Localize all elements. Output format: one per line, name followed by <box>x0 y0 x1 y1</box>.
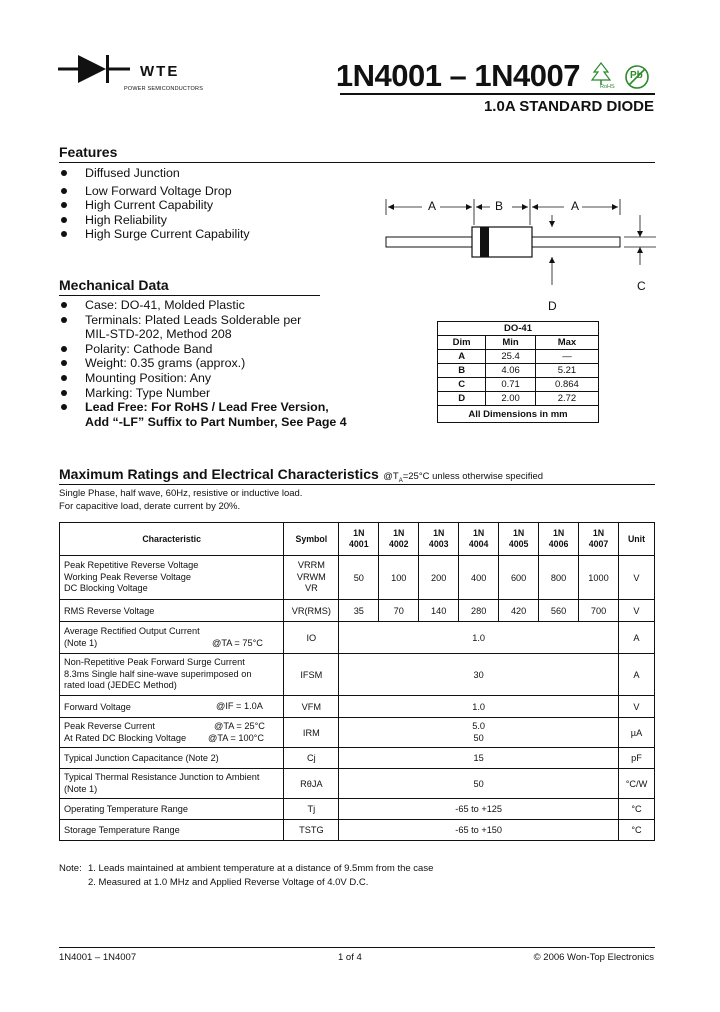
char-cell <box>60 622 284 654</box>
table-row <box>60 696 655 718</box>
mechanical-list <box>59 298 379 429</box>
table-row <box>60 769 655 799</box>
table-cell: 2.00 <box>486 392 536 406</box>
condition: @TA = 75°C <box>212 637 263 648</box>
list-item: Marking: Type Number <box>59 386 379 401</box>
table-header: Max <box>535 336 598 350</box>
features-rule <box>59 162 655 163</box>
part-prefix: 1N <box>552 527 565 538</box>
value-cell: 280 <box>459 600 499 622</box>
value-cell: 1.0 <box>339 696 619 718</box>
cond-prefix: @T <box>383 471 399 482</box>
table-header-row <box>60 523 655 556</box>
company-logo <box>58 50 218 100</box>
unit-cell: V <box>619 556 655 600</box>
part-prefix: 1N <box>353 527 365 538</box>
dim-label-b: B <box>495 199 504 213</box>
pb-label: Pb <box>630 70 643 81</box>
unit-cell: V <box>619 696 655 718</box>
table-cell: B <box>438 364 486 378</box>
value-cell: 100 <box>379 556 419 600</box>
dim-label-a: A <box>428 199 437 213</box>
table-cell: 5.21 <box>535 364 598 378</box>
table-cell: — <box>535 350 598 364</box>
char-line: DC Blocking Voltage <box>64 583 148 594</box>
table-row <box>60 718 655 748</box>
col-part <box>419 523 459 556</box>
char-line: Working Peak Reverse Voltage <box>64 571 191 582</box>
ratings-condition <box>383 471 543 482</box>
part-number: 4004 <box>468 539 489 549</box>
table-cell: 25.4 <box>486 350 536 364</box>
logo-text: WTE <box>140 63 180 80</box>
table-cell: 0.71 <box>486 378 536 392</box>
part-number: 4007 <box>588 539 609 549</box>
ratings-heading-line <box>59 466 543 484</box>
char-line-wrap <box>64 733 279 745</box>
part-number: 4006 <box>548 539 569 549</box>
symbol-cell: RθJA <box>284 769 339 799</box>
value-cell: 140 <box>419 600 459 622</box>
list-item: Terminals: Plated Leads Solderable per <box>59 313 379 328</box>
dimension-table <box>437 321 599 423</box>
list-item: High Current Capability <box>59 198 359 213</box>
char-line: Non-Repetitive Peak Forward Surge Current <box>64 657 245 668</box>
table-row <box>60 654 655 696</box>
table-row <box>60 748 655 769</box>
symbol-cell: Tj <box>284 799 339 820</box>
char-line: Forward Voltage <box>64 701 131 712</box>
char-cell: Typical Junction Capacitance (Note 2) <box>60 748 284 769</box>
unit-cell: °C/W <box>619 769 655 799</box>
part-number: 4003 <box>428 539 449 549</box>
char-cell: RMS Reverse Voltage <box>60 600 284 622</box>
char-line-wrap <box>64 638 279 650</box>
notes-label: Note: <box>59 863 82 874</box>
char-cell: Operating Temperature Range <box>60 799 284 820</box>
list-item: Lead Free: For RoHS / Lead Free Version, <box>59 400 379 415</box>
list-item: MIL-STD-202, Method 208 <box>85 327 232 342</box>
condition: @TA = 100°C <box>208 732 264 743</box>
col-part <box>339 523 379 556</box>
dim-label-a2: A <box>571 199 580 213</box>
symbol-cell: VFM <box>284 696 339 718</box>
value-cell: 35 <box>339 600 379 622</box>
part-prefix: 1N <box>592 527 605 538</box>
col-unit: Unit <box>619 523 655 556</box>
ratings-table <box>59 522 655 841</box>
do41-package-diagram <box>380 195 660 320</box>
symbol-line: VRRM <box>297 560 325 571</box>
ratings-rule <box>59 484 655 485</box>
table-row <box>438 392 599 406</box>
list-item: Case: DO-41, Molded Plastic <box>59 298 379 313</box>
value-line: 50 <box>473 732 484 743</box>
part-prefix: 1N <box>512 527 525 538</box>
symbol-line: VRWM <box>296 571 326 582</box>
symbol-cell: IRM <box>284 718 339 748</box>
list-item: High Reliability <box>59 213 359 228</box>
value-cell: 1.0 <box>339 622 619 654</box>
unit-cell: °C <box>619 820 655 841</box>
table-row <box>60 799 655 820</box>
logo-subtext: POWER SEMICONDUCTORS <box>124 86 204 92</box>
char-cell <box>60 696 284 718</box>
char-line: Peak Reverse Current <box>64 721 155 731</box>
value-cell: -65 to +150 <box>339 820 619 841</box>
diode-symbol-icon <box>58 52 134 86</box>
value-cell: 1000 <box>579 556 619 600</box>
char-cell <box>60 769 284 799</box>
value-cell: 30 <box>339 654 619 696</box>
cond-sub: A <box>398 477 403 484</box>
symbol-cell: Cj <box>284 748 339 769</box>
col-part <box>499 523 539 556</box>
dimension-table-footer: All Dimensions in mm <box>438 406 599 423</box>
note-1: 1. Leads maintained at ambient temperature at a distance of 9.5mm from the case <box>88 863 434 874</box>
char-line: 8.3ms Single half sine-wave superimposed on <box>64 668 252 679</box>
table-row <box>438 364 599 378</box>
part-prefix: 1N <box>393 527 405 538</box>
ratings-note-2: For capacitive load, derate current by 20%. <box>59 501 241 512</box>
footer-left: 1N4001 – 1N4007 <box>59 952 137 963</box>
table-cell: 4.06 <box>486 364 536 378</box>
part-number: 4001 <box>349 539 369 549</box>
list-item: Low Forward Voltage Drop <box>59 184 359 199</box>
footer-rule <box>59 947 655 948</box>
char-line: Peak Repetitive Reverse Voltage <box>64 560 199 571</box>
value-cell: 50 <box>339 769 619 799</box>
col-characteristic: Characteristic <box>60 523 284 556</box>
value-cell: 420 <box>499 600 539 622</box>
cond-rest: =25°C unless otherwise specified <box>402 471 544 482</box>
char-cell: Storage Temperature Range <box>60 820 284 841</box>
char-line-wrap <box>64 721 279 733</box>
table-cell: 0.864 <box>535 378 598 392</box>
symbol-cell: IO <box>284 622 339 654</box>
value-line: 5.0 <box>472 721 486 731</box>
mechanical-rule <box>59 295 320 296</box>
unit-cell: °C <box>619 799 655 820</box>
value-cell: 15 <box>339 748 619 769</box>
table-header: Min <box>486 336 536 350</box>
unit-cell: A <box>619 654 655 696</box>
condition: @IF = 1.0A <box>216 701 263 711</box>
part-prefix: 1N <box>473 527 485 538</box>
symbol-cell: TSTG <box>284 820 339 841</box>
col-part <box>459 523 499 556</box>
char-cell <box>60 556 284 600</box>
dimension-table-title: DO-41 <box>438 322 599 336</box>
footer-copyright: © 2006 Won-Top Electronics <box>533 952 654 963</box>
unit-cell: pF <box>619 748 655 769</box>
char-cell <box>60 718 284 748</box>
symbol-line: VR <box>304 583 318 594</box>
table-cell: A <box>438 350 486 364</box>
rohs-tree-icon <box>590 62 612 86</box>
char-line: Typical Thermal Resistance Junction to Ambient <box>64 772 260 782</box>
part-number: 4005 <box>508 539 529 549</box>
part-prefix: 1N <box>433 527 445 538</box>
col-part <box>579 523 619 556</box>
value-cell <box>339 718 619 748</box>
list-item: Weight: 0.35 grams (approx.) <box>59 356 379 371</box>
list-item: High Surge Current Capability <box>59 227 359 242</box>
page-title: 1N4001 – 1N4007 <box>335 58 580 93</box>
note-2: 2. Measured at 1.0 MHz and Applied Reverse Voltage of 4.0V D.C. <box>88 877 369 888</box>
part-number: 4002 <box>388 539 409 549</box>
dim-label-c: C <box>637 279 646 293</box>
dim-label-d: D <box>548 299 557 313</box>
value-cell: 200 <box>419 556 459 600</box>
ratings-heading: Maximum Ratings and Electrical Characteristics <box>59 466 379 482</box>
value-cell: 800 <box>539 556 579 600</box>
footer-page-number: 1 of 4 <box>338 952 362 963</box>
compliance-badges <box>590 62 660 94</box>
char-cell <box>60 654 284 696</box>
unit-cell: µA <box>619 718 655 748</box>
char-line: (Note 1) <box>64 637 98 648</box>
symbol-cell: VR(RMS) <box>284 600 339 622</box>
table-cell: 2.72 <box>535 392 598 406</box>
value-cell: 560 <box>539 600 579 622</box>
value-cell: 400 <box>459 556 499 600</box>
value-cell: 600 <box>499 556 539 600</box>
col-symbol: Symbol <box>284 523 339 556</box>
value-cell: 50 <box>339 556 379 600</box>
char-line: rated load (JEDEC Method) <box>64 680 177 691</box>
table-row <box>60 600 655 622</box>
char-line: At Rated DC Blocking Voltage <box>64 732 187 743</box>
symbol-cell: IFSM <box>284 654 339 696</box>
table-row <box>438 350 599 364</box>
table-row <box>60 556 655 600</box>
char-line: Average Rectified Output Current <box>64 626 200 636</box>
table-cell: C <box>438 378 486 392</box>
table-header: Dim <box>438 336 486 350</box>
rohs-label: RoHS <box>600 84 615 90</box>
condition: @TA = 25°C <box>214 721 265 731</box>
table-row <box>60 820 655 841</box>
char-line: (Note 1) <box>64 783 98 794</box>
col-part <box>379 523 419 556</box>
list-item: Diffused Junction <box>59 166 359 181</box>
value-cell: -65 to +125 <box>339 799 619 820</box>
list-item: Polarity: Cathode Band <box>59 342 379 357</box>
unit-cell: V <box>619 600 655 622</box>
list-item: Add “-LF” Suffix to Part Number, See Page 4 <box>85 414 347 429</box>
ratings-note-1: Single Phase, half wave, 60Hz, resistive or inductive load. <box>59 488 303 499</box>
unit-cell: A <box>619 622 655 654</box>
value-cell: 70 <box>379 600 419 622</box>
col-part <box>539 523 579 556</box>
list-item: Mounting Position: Any <box>59 371 379 386</box>
table-cell: D <box>438 392 486 406</box>
features-list <box>59 166 359 242</box>
features-heading: Features <box>59 144 118 160</box>
symbol-cell <box>284 556 339 600</box>
mechanical-heading: Mechanical Data <box>59 277 169 293</box>
page-subtitle: 1.0A STANDARD DIODE <box>483 98 654 115</box>
value-cell: 700 <box>579 600 619 622</box>
table-row <box>438 378 599 392</box>
table-row <box>60 622 655 654</box>
